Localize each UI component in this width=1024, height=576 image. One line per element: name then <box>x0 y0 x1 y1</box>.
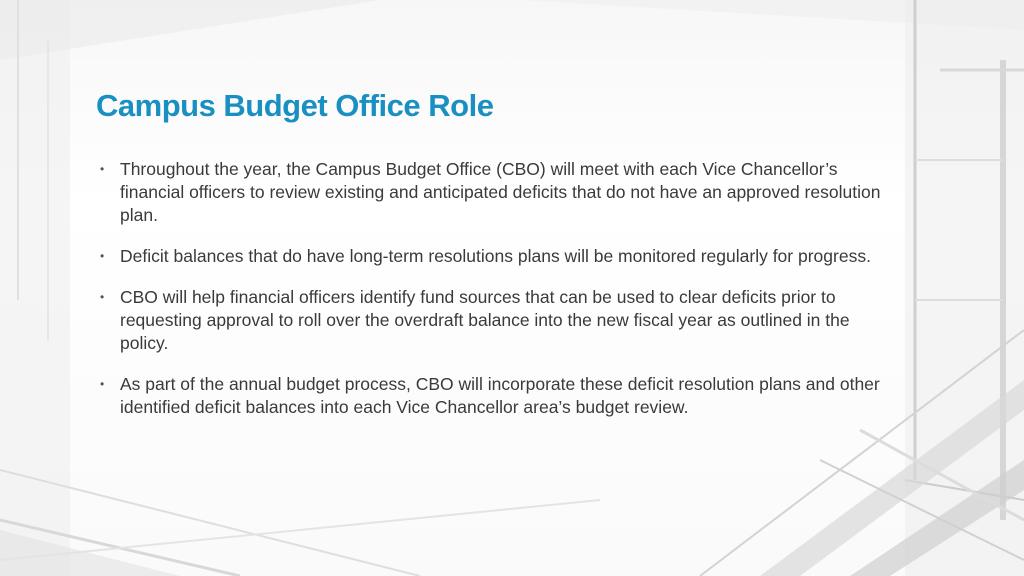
bullet-list <box>96 158 886 437</box>
slide-title: Campus Budget Office Role <box>96 88 494 123</box>
bullet-item <box>96 373 886 419</box>
bullet-icon: • <box>100 290 105 304</box>
bullet-text: As part of the annual budget process, CBO will incorporate these deficit resolution plans and other identified deficit balances into each Vice Chancellor area’s budget review. <box>120 374 880 417</box>
bullet-item <box>96 158 886 227</box>
bullet-item <box>96 245 886 268</box>
bullet-icon: • <box>100 249 105 263</box>
bullet-icon: • <box>100 377 105 391</box>
bullet-text: Deficit balances that do have long-term resolutions plans will be monitored regularly for progress. <box>120 246 871 266</box>
bullet-text: Throughout the year, the Campus Budget Office (CBO) will meet with each Vice Chancellor’s financial officers to review existing and anticipated deficits that do not have an approved resolution plan. <box>120 159 881 225</box>
bullet-icon: • <box>100 162 105 176</box>
bullet-item <box>96 286 886 355</box>
bullet-text: CBO will help financial officers identify fund sources that can be used to clear deficits prior to requesting approval to roll over the overdraft balance into the new fiscal year as outlined in the policy. <box>120 287 850 353</box>
